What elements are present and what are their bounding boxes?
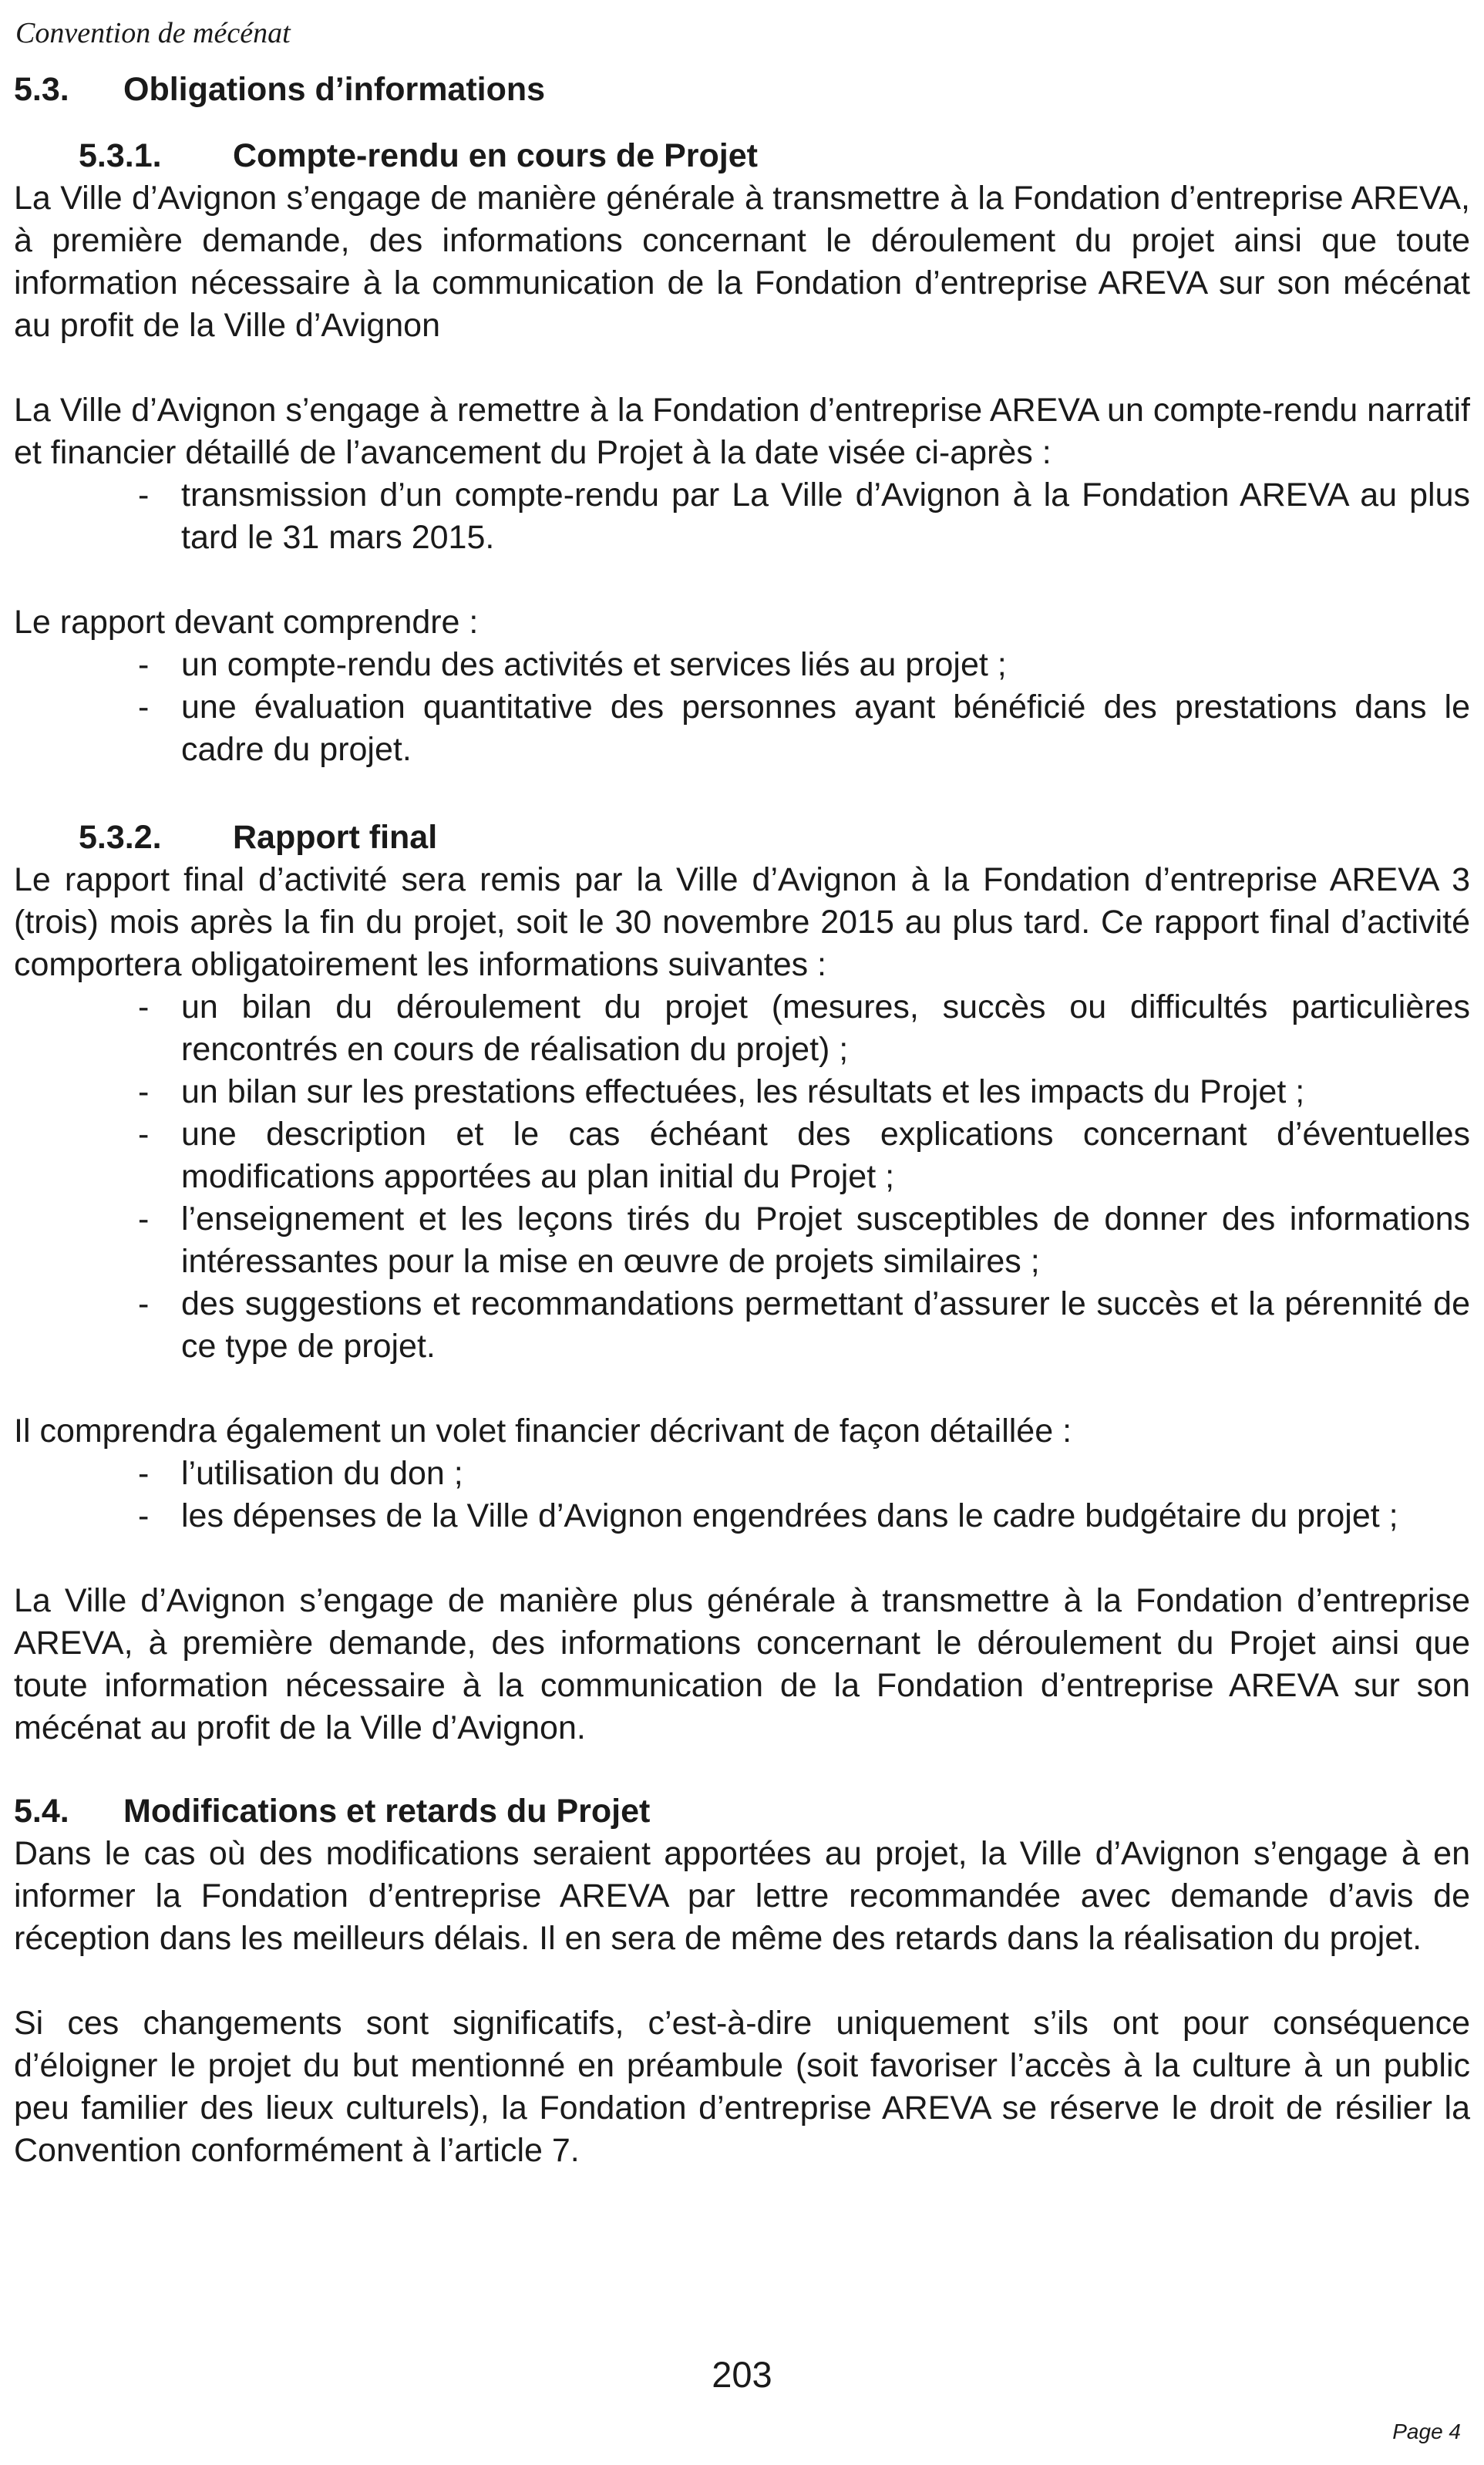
list-item: - un bilan du déroulement du projet (mesures, succès ou difficultés particulières rencontrés en cours de réalisation du projet) ; xyxy=(181,986,1470,1071)
list-item: - un compte-rendu des activités et services liés au projet ; xyxy=(181,644,1470,686)
paragraph: La Ville d’Avignon s’engage de manière plus générale à transmettre à la Fondation d’entreprise AREVA, à première demande, des informations concernant le déroulement du Projet ainsi que toute information nécessaire à la communication de la Fondation d’entreprise AREVA sur son mécénat au profit de la Ville d’Avignon. xyxy=(14,1582,1470,1746)
section-number: 5.3.1. xyxy=(79,137,162,174)
paragraph: Le rapport devant comprendre : xyxy=(14,604,479,641)
section-5-3-1 xyxy=(14,134,1470,771)
paragraph: Dans le cas où des modifications seraient apportées au projet, la Ville d’Avignon s’engage à en informer la Fondation d’entreprise AREVA par lettre recommandée avec demande d’avis de réception dans les meilleurs délais. Il en sera de même des retards dans la réalisation du projet. xyxy=(14,1835,1470,1957)
section-5-3-1-heading xyxy=(14,134,1470,177)
section-5-3-2-heading xyxy=(14,816,1470,859)
list-item: - l’utilisation du don ; xyxy=(181,1453,1470,1495)
paragraph: La Ville d’Avignon s’engage à remettre à la Fondation d’entreprise AREVA un compte-rendu narratif et financier détaillé de l’avancement du Projet à la date visée ci-après : xyxy=(14,392,1470,471)
list-item: - un bilan sur les prestations effectuées, les résultats et les impacts du Projet ; xyxy=(181,1071,1470,1113)
section-5-4-heading xyxy=(14,1790,1470,1833)
list-item: - transmission d’un compte-rendu par La Ville d’Avignon à la Fondation AREVA au plus tard le 31 mars 2015. xyxy=(181,474,1470,559)
paragraph: La Ville d’Avignon s’engage de manière générale à transmettre à la Fondation d’entreprise AREVA, à première demande, des informations concernant le déroulement du projet ainsi que toute information nécessaire à la communication de la Fondation d’entreprise AREVA sur son mécénat au profit de la Ville d’Avignon xyxy=(14,180,1470,344)
section-title: Modifications et retards du Projet xyxy=(123,1793,651,1830)
dash-list xyxy=(14,644,1470,771)
dash-list xyxy=(14,986,1470,1368)
dash-list xyxy=(14,474,1470,559)
section-number: 5.4. xyxy=(14,1793,69,1830)
paragraph: Le rapport final d’activité sera remis par la Ville d’Avignon à la Fondation d’entreprise AREVA 3 (trois) mois après la fin du projet, soit le 30 novembre 2015 au plus tard. Ce rapport final d’activité comportera obligatoirement les informations suivantes : xyxy=(14,861,1470,983)
section-5-3-2 xyxy=(14,816,1470,1749)
section-number: 5.3.2. xyxy=(79,819,162,856)
list-item: - l’enseignement et les leçons tirés du Projet susceptibles de donner des informations intéressantes pour la mise en œuvre de projets similaires ; xyxy=(181,1198,1470,1283)
page-label: Page 4 xyxy=(1392,2420,1461,2443)
section-title: Obligations d’informations xyxy=(123,71,546,108)
running-header: Convention de mécénat xyxy=(15,17,291,49)
section-title: Rapport final xyxy=(233,819,438,856)
paragraph: Il comprendra également un volet financier décrivant de façon détaillée : xyxy=(14,1413,1072,1450)
paragraph: Si ces changements sont significatifs, c’est-à-dire uniquement s’ils ont pour conséquence d’éloigner le projet du but mentionné en préambule (soit favoriser l’accès à la culture à un public peu familier des lieux culturels), la Fondation d’entreprise AREVA se réserve le droit de résilier la Convention conformément à l’article 7. xyxy=(14,2005,1470,2169)
page-number: 203 xyxy=(712,2354,772,2395)
list-item: - des suggestions et recommandations permettant d’assurer le succès et la pérennité de ce type de projet. xyxy=(181,1283,1470,1368)
list-item: - une description et le cas échéant des explications concernant d’éventuelles modifications apportées au plan initial du Projet ; xyxy=(181,1113,1470,1198)
section-number: 5.3. xyxy=(14,71,69,108)
section-5-3-heading xyxy=(14,68,1470,111)
dash-list xyxy=(14,1453,1470,1537)
list-item: - les dépenses de la Ville d’Avignon engendrées dans le cadre budgétaire du projet ; xyxy=(181,1495,1470,1537)
section-5-4 xyxy=(14,1790,1470,2172)
list-item: - une évaluation quantitative des personnes ayant bénéficié des prestations dans le cadre du projet. xyxy=(181,686,1470,771)
section-title: Compte-rendu en cours de Projet xyxy=(233,137,758,174)
